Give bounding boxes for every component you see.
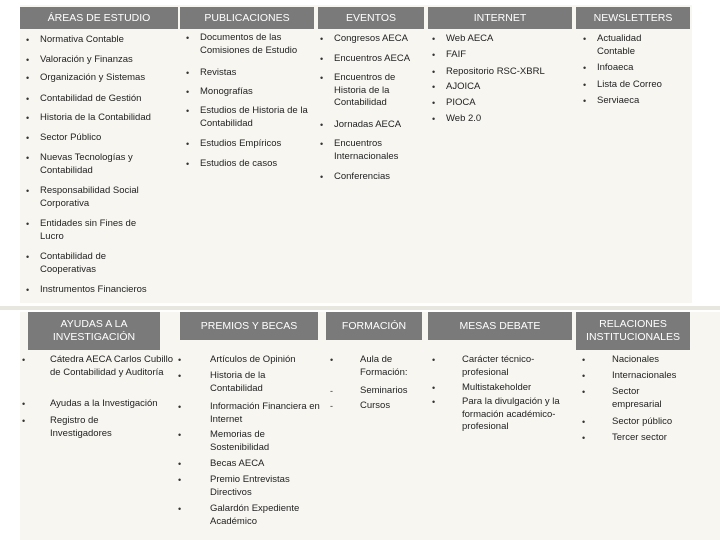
list-item: • Repositorio RSC-XBRL [432,66,576,79]
list-item: - Cursos [330,400,430,413]
list-item: • Normativa Contable [26,34,180,47]
list-item: • Jornadas AECA [320,119,430,132]
list-item: • Multistakeholder [432,382,582,395]
ayudas-header: AYUDAS A LA INVESTIGACIÓN [28,312,160,350]
list-item: • Encuentros AECA [320,53,430,66]
list-item: • Actualidad Contable [583,33,667,58]
list-item: • Estudios de Historia de la Contabilidad [186,105,312,130]
list-item: - Seminarios [330,385,430,398]
list-item: • Aula de Formación: [330,354,412,379]
list-item: • Sector empresarial [582,386,682,411]
list-item: • Responsabilidad Social Corporativa [26,185,158,210]
list-item: • Web AECA [432,33,576,46]
list-item: • Instrumentos Financieros [26,284,180,297]
list-item: • Entidades sin Fines de Lucro [26,218,158,243]
internet-header: INTERNET [428,7,572,29]
list-item: • Artículos de Opinión [178,354,326,367]
list-item: • Cátedra AECA Carlos Cubillo de Contabilidad y Auditoría [22,354,182,379]
list-item: • Serviaeca [583,95,687,108]
list-item: • Conferencias [320,171,430,184]
list-item: • Organización y Sistemas [26,72,180,85]
list-item: • Documentos de las Comisiones de Estudio [186,32,312,57]
list-item: • Revistas [186,67,312,80]
list-item: • Sector público [582,416,712,429]
list-item: • Memorias de Sostenibilidad [178,429,290,454]
list-item: • Becas AECA [178,458,326,471]
list-item: • Historia de la Contabilidad [26,112,180,125]
list-item: • Monografías [186,86,312,99]
list-item: • Estudios Empíricos [186,138,312,151]
list-item: • Encuentros de Historia de la Contabilidad [320,72,416,110]
eventos-header: EVENTOS [318,7,424,29]
formacion-header: FORMACIÓN [326,312,422,340]
section-divider [0,306,720,310]
list-item: • Contabilidad de Gestión [26,93,180,106]
premios-header: PREMIOS Y BECAS [180,312,318,340]
list-item: • AJOICA [432,81,576,94]
list-item: • Lista de Correo [583,79,687,92]
list-item: • PIOCA [432,97,576,110]
list-item: • Información Financiera en Internet [178,401,328,426]
list-item: • Registro de Investigadores [22,415,142,440]
list-item: • Ayudas a la Investigación [22,398,182,411]
list-item: • Premio Entrevistas Directivos [178,474,296,499]
list-item: • Sector Público [26,132,180,145]
areas-header: ÁREAS DE ESTUDIO [20,7,178,29]
list-item: • Valoración y Finanzas [26,54,180,67]
newsletters-header: NEWSLETTERS [576,7,690,29]
publicaciones-header: PUBLICACIONES [180,7,314,29]
list-item: • Infoaeca [583,62,687,75]
mesas-header: MESAS DEBATE [428,312,572,340]
list-item: • Nacionales [582,354,712,367]
list-item: • FAIF [432,49,576,62]
list-item: • Galardón Expediente Académico [178,503,306,528]
list-item: • Congresos AECA [320,33,430,46]
list-item: • Para la divulgación y la formación académico-profesional [432,396,576,434]
list-item: • Historia de la Contabilidad [178,370,290,395]
list-item: • Nuevas Tecnologías y Contabilidad [26,152,158,177]
list-item: • Estudios de casos [186,158,312,171]
list-item: • Contabilidad de Cooperativas [26,251,158,276]
list-item: • Internacionales [582,370,712,383]
relaciones-header: RELACIONES INSTITUCIONALES [576,312,690,350]
list-item: • Encuentros Internacionales [320,138,416,163]
list-item: • Carácter técnico-profesional [432,354,560,379]
list-item: • Tercer sector [582,432,712,445]
list-item: • Web 2.0 [432,113,576,126]
